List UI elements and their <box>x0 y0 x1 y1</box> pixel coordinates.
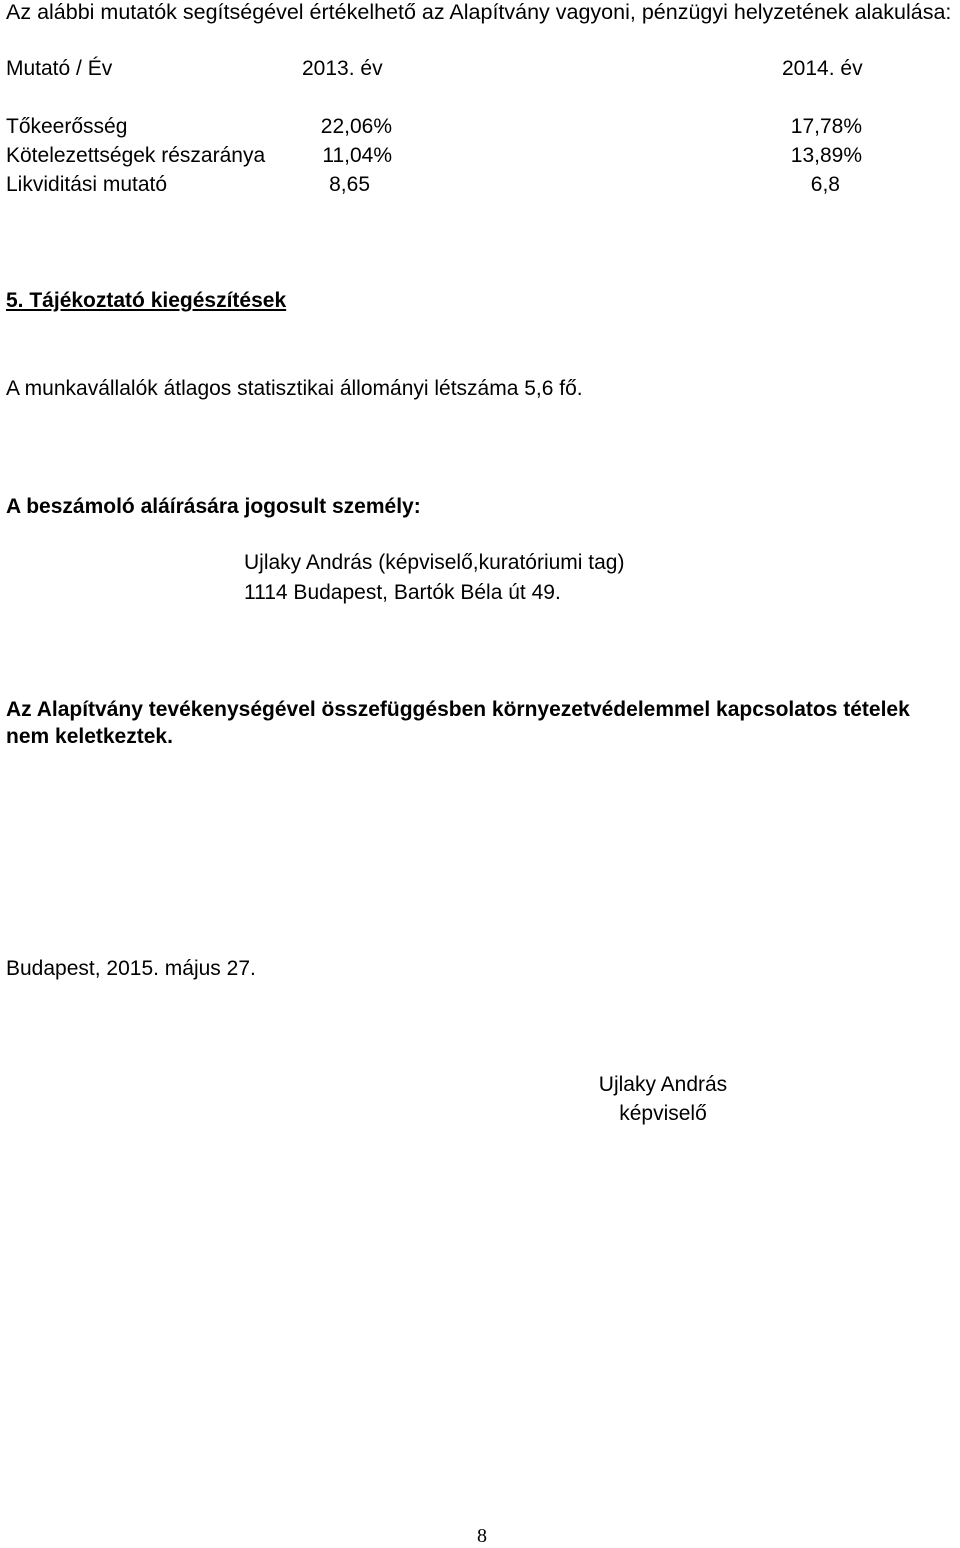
signature-name: Ujlaky András <box>598 1073 728 1096</box>
signer-name: Ujlaky András (képviselő,kuratóriumi tag) <box>244 551 625 574</box>
signature-role: képviselő <box>619 1102 707 1125</box>
row-value-2014: 6,8 <box>810 173 840 196</box>
signer-address: 1114 Budapest, Bartók Béla út 49. <box>244 581 561 604</box>
intro-text: Az alábbi mutatók segítségével értékelhető az Alapítvány vagyoni, pénzügyi helyzetének alakulása: <box>6 0 952 24</box>
header-year-2014: 2014. év <box>782 57 863 80</box>
page-number: 8 <box>477 1525 487 1547</box>
signer-heading: A beszámoló aláírására jogosult személy: <box>6 495 421 518</box>
place-date: Budapest, 2015. május 27. <box>6 957 256 980</box>
table-row <box>0 114 960 144</box>
section-title: 5. Tájékoztató kiegészítések <box>6 289 287 312</box>
row-label: Likviditási mutató <box>6 173 168 196</box>
row-value-2014: 17,78% <box>790 115 862 138</box>
row-value-2013: 8,65 <box>329 173 370 196</box>
row-value-2013: 22,06% <box>320 115 392 138</box>
header-label: Mutató / Év <box>6 57 113 80</box>
table-row <box>0 143 960 173</box>
row-label: Tőkeerősség <box>6 115 128 138</box>
employee-count-text: A munkavállalók átlagos statisztikai állományi létszáma 5,6 fő. <box>6 377 583 400</box>
table-header-row <box>0 56 960 86</box>
environment-note: Az Alapítvány tevékenységével összefüggésben környezetvédelemmel kapcsolatos tételek nem keletkeztek. <box>6 698 910 748</box>
table-row <box>0 172 960 202</box>
row-value-2013: 11,04% <box>322 144 392 167</box>
header-year-2013: 2013. év <box>302 57 383 80</box>
row-label: Kötelezettségek részaránya <box>6 144 266 167</box>
row-value-2014: 13,89% <box>790 144 862 167</box>
